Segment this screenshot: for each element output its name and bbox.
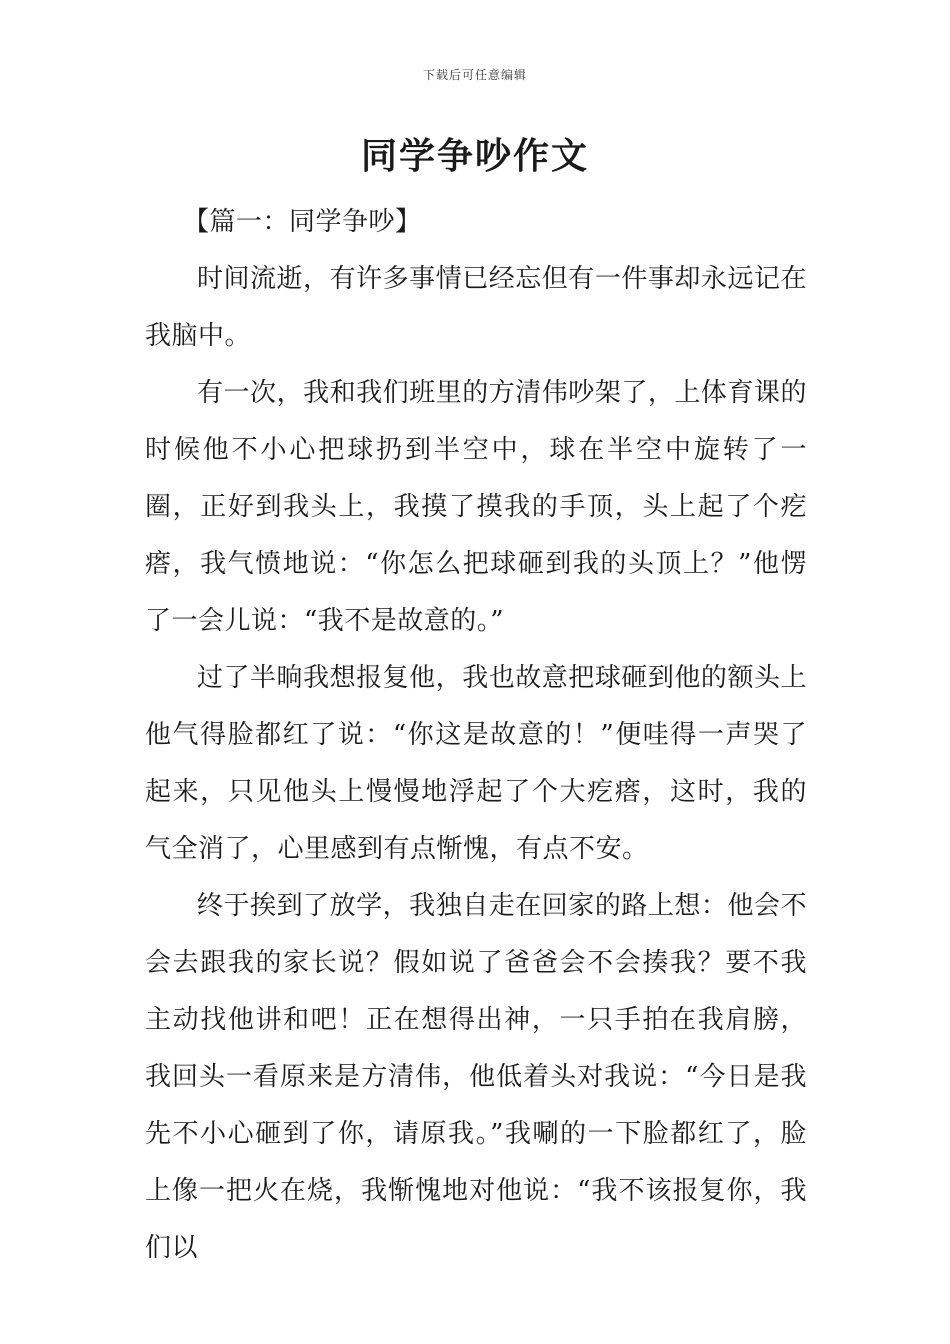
page-title: 同学争吵作文 [360, 136, 589, 177]
paragraph-4: 终于挨到了放学，我独自走在回家的路上想：他会不会去跟我的家长说？假如说了爸爸会不会揍我？要不我主动找他讲和吧！正在想得出神，一只手拍在我肩膀，我回头一看原来是方清伟，他低着头对我说：“今日是我先不小心砸到了你，请原我。”我唰的一下脸都红了，脸上像一把火在烧，我惭愧地对他说：“我不该报复你，我们以 [145, 891, 807, 1263]
paragraph-3: 过了半晌我想报复他，我也故意把球砸到他的额头上他气得脸都红了说：“你这是故意的！”便哇得一声哭了起来，只见他头上慢慢地浮起了个大疙瘩，这时，我的气全消了，心里感到有点惭愧，有点不安。 [145, 663, 807, 864]
paragraph-1: 时间流逝，有许多事情已经忘但有一件事却永远记在我脑中。 [145, 264, 807, 351]
header-note: 下载后可任意编辑 [422, 68, 527, 82]
section-heading: 【篇一：同学争吵】 [183, 207, 422, 237]
document-body [145, 194, 807, 1277]
paragraph-2: 有一次，我和我们班里的方清伟吵架了，上体育课的时候他不小心把球扔到半空中，球在半空中旋转了一圈，正好到我头上，我摸了摸我的手顶，头上起了个疙瘩，我气愤地说：“你怎么把球砸到我的头顶上？”他愣了一会儿说：“我不是故意的。” [145, 378, 807, 636]
